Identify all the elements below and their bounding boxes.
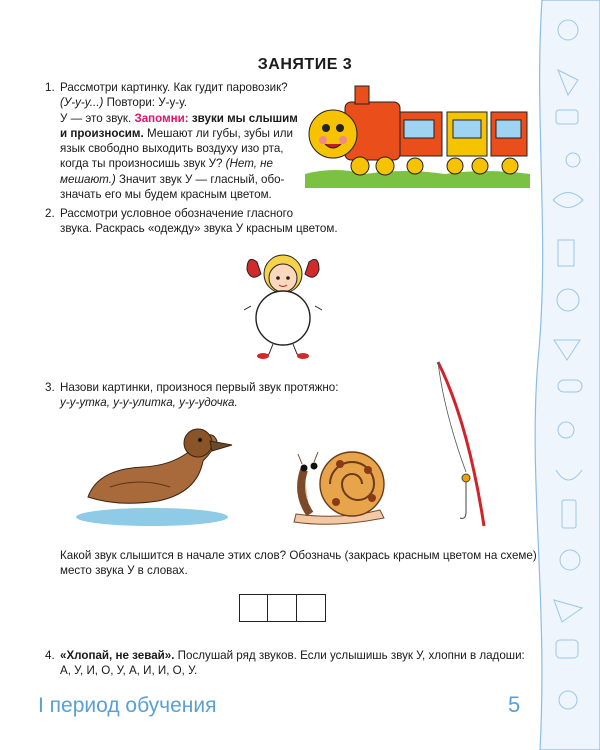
task-text-bold: звуки мы слышим [188,111,298,125]
decorative-border-pattern [528,0,600,750]
task-text-italic: (Нет, не [225,157,274,171]
task-text-italic: мешают.) [60,172,116,186]
sound-sequence: А, У, И, О, У, А, И, И, О, У. [60,664,198,678]
task-number: 2. [45,207,55,220]
task-text: У — это звук. [60,111,135,125]
task-text: звука. Раскрась «одежду» звука У красным цветом. [60,222,338,236]
task-text: Мешают ли губы, зубы или [143,126,293,140]
fishing-rod-illustration [430,360,500,530]
duck-illustration [70,425,235,530]
task-text: Повтори: У-у-у. [103,96,187,110]
task-text: Рассмотри условное обозначение гласного [60,207,294,220]
task-text: Послушай ряд звуков. Если услышишь звук У, хлопни в ладоши: [174,649,525,662]
task-text: Рассмотри картинку. Как гудит паровозик? [60,81,288,94]
task-number: 3. [45,381,55,394]
snail-illustration [290,440,390,530]
remember-highlight: Запомни: [134,111,189,125]
sound-scheme[interactable] [240,594,326,622]
lesson-title: ЗАНЯТИЕ 3 [257,56,353,73]
vowel-symbol-girl-illustration [243,250,323,360]
train-illustration [305,82,530,192]
page-number: 5 [508,692,521,717]
task-number: 4. [45,649,55,662]
task-3 [45,380,420,411]
example-words: у-у-утка, у-у-улитка, у-у-удочка. [60,396,238,410]
game-title: «Хлопай, не зевай». [60,649,175,662]
task-3-question [60,548,540,579]
task-text: когда ты произносишь звук У? [60,157,226,171]
task-1 [45,80,300,202]
task-text: Назови картинки, произнося первый звук протяжно: [60,381,339,394]
task-2 [45,206,420,237]
task-text: место звука У в словах. [60,564,188,578]
task-text: Значит звук У — гласный, обо- [115,172,285,186]
task-text: Какой звук слышится в начале этих слов? Обозначь (закрась красным цветом на схеме) [60,549,537,562]
scheme-cell[interactable] [267,594,297,622]
scheme-cell[interactable] [239,594,269,622]
task-text-italic: (У-у-у...) [60,96,104,110]
task-number: 1. [45,81,55,94]
task-text-bold: и произносим. [60,126,144,140]
task-4 [45,648,540,679]
period-label: I период обучения [38,694,217,717]
task-text: язык свободно выходить воздуху изо рта, [60,142,284,156]
scheme-cell[interactable] [296,594,326,622]
task-text: значать его мы будем красным цветом. [60,188,272,202]
